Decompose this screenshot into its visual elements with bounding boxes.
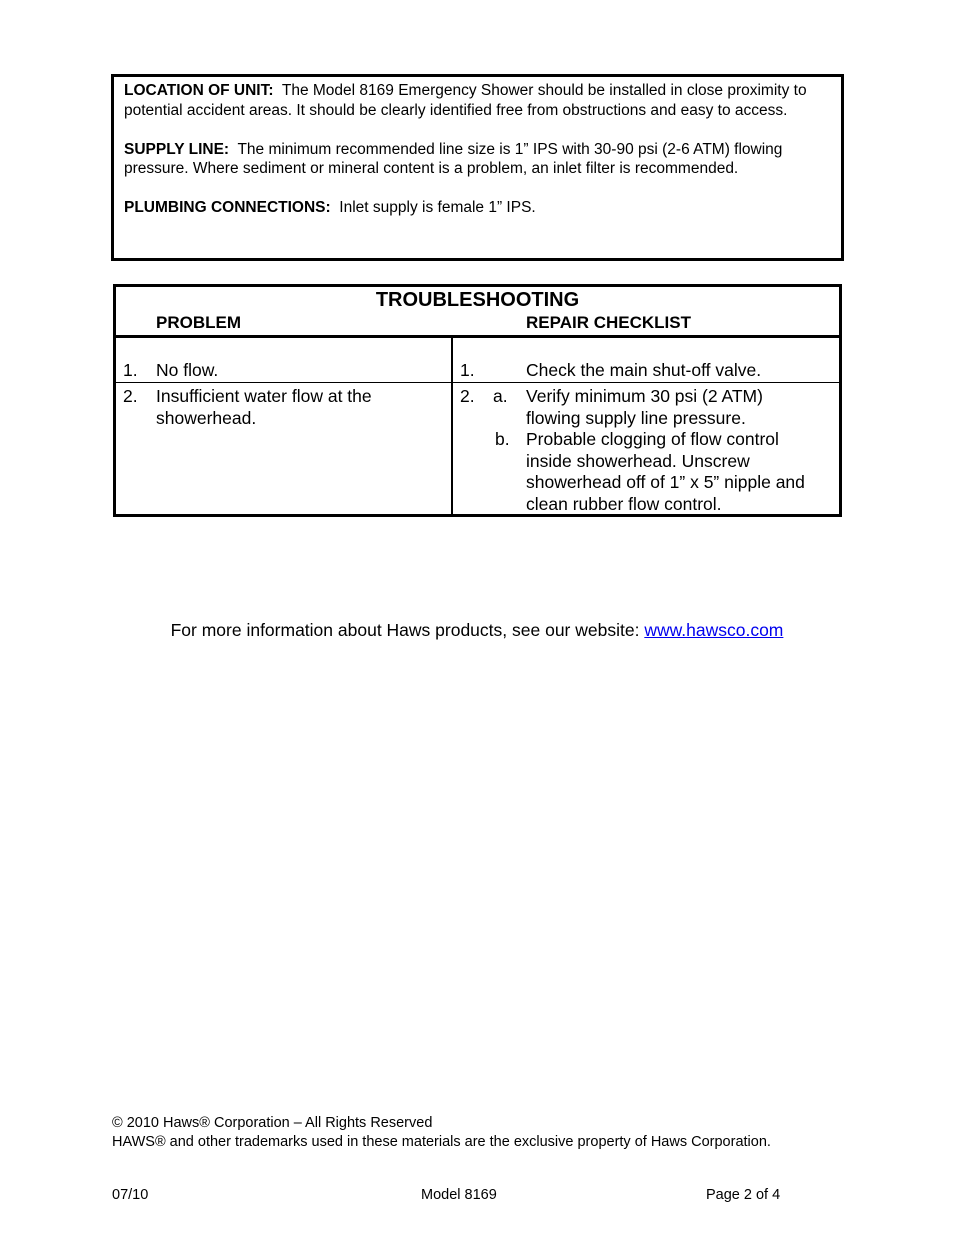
repair-line: clean rubber flow control. [526,493,722,514]
problem-number: 2. [123,386,138,406]
row-divider [116,382,839,383]
footer-page-number: Page 2 of 4 [706,1187,781,1203]
troubleshooting-title: TROUBLESHOOTING [375,289,580,311]
repair-text: Check the main shut-off valve. [526,360,762,380]
problem-text: No flow. [156,360,219,380]
repair-line: inside showerhead. Unscrew [526,450,750,471]
troubleshooting-table [113,284,842,517]
repair-column-header: REPAIR CHECKLIST [526,313,691,332]
problem-column-header: PROBLEM [156,313,241,332]
supply-paragraph [124,140,831,179]
trademark-line: HAWS® and other trademarks used in these materials are the exclusive property of Haws Corporation. [112,1134,771,1150]
problem-line: Insufficient water flow at the [156,386,372,406]
repair-line: Probable clogging of flow control [526,429,779,449]
plumbing-paragraph [124,198,831,218]
repair-line: flowing supply line pressure. [526,407,746,428]
problem-number: 1. [123,360,138,380]
copyright-line: © 2010 Haws® Corporation – All Rights Reserved [112,1115,433,1131]
more-info-line [0,620,954,641]
repair-line: showerhead off of 1” x 5” nipple and [526,472,805,492]
repair-item-b-letter: b. [495,429,510,449]
troubleshooting-header [116,287,839,338]
repair-item-a [526,386,763,429]
installation-info-box [111,74,844,261]
copyright-block [112,1114,771,1152]
location-paragraph [124,81,831,120]
problem-text [156,386,372,429]
repair-item-a-letter: a. [493,386,508,406]
supply-label: SUPPLY LINE: [124,140,230,158]
footer-date: 07/10 [112,1187,149,1203]
website-link[interactable]: www.hawsco.com [644,620,784,640]
repair-number: 1. [460,360,475,380]
repair-number: 2. [460,386,475,406]
footer-model: Model 8169 [421,1187,497,1203]
location-label: LOCATION OF UNIT: [124,82,274,99]
more-info-text: For more information about Haws products, see our website: [170,620,645,640]
plumbing-label: PLUMBING CONNECTIONS: [124,199,331,216]
plumbing-text: Inlet supply is female 1” IPS. [339,199,536,216]
problem-line: showerhead. [156,407,257,428]
repair-item-b [526,429,805,515]
location-text: The Model 8169 Emergency Shower should be installed in close proximity to potential accident areas. It should be clearly identified free from obstructions and easy to access. [124,82,807,119]
repair-line: Verify minimum 30 psi (2 ATM) [526,386,763,406]
column-divider [451,335,453,514]
supply-text: The minimum recommended line size is 1” IPS with 30-90 psi (2-6 ATM) flowing pressure. Where sediment or mineral content is a problem, an inlet filter is recommended. [124,140,783,177]
